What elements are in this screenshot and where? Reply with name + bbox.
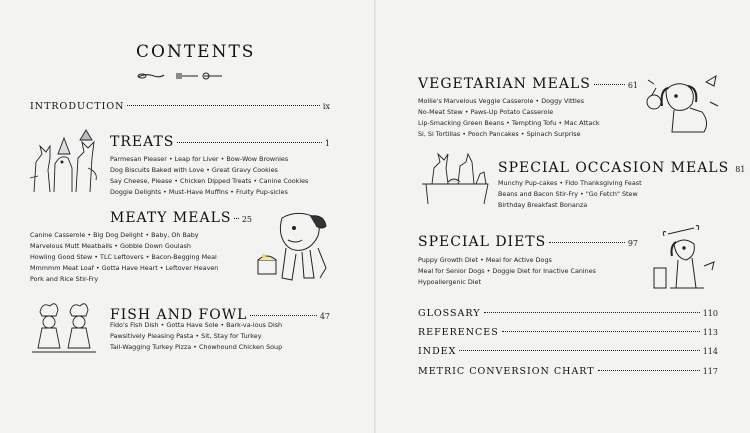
entry-title: SPECIAL OCCASION MEALS: [498, 160, 730, 176]
page-number: 61: [627, 81, 638, 90]
entry-title: METRIC CONVERSION CHART: [418, 366, 595, 377]
entry-title: GLOSSARY: [418, 308, 481, 319]
dot-leader: [459, 350, 699, 351]
recipe-list-special-diets: [418, 255, 596, 288]
recipe-line: Meal for Senior Dogs • Doggie Diet for Inactive Canines: [418, 267, 596, 276]
toc-entry-metric-conversion-chart[interactable]: [418, 366, 718, 377]
recipe-line: Hypoallergenic Diet: [418, 278, 481, 287]
dog-with-bones-illustration: [648, 222, 720, 294]
entry-title: TREATS: [110, 134, 175, 150]
entry-title: MEATY MEALS: [110, 210, 232, 226]
page-number: 81: [735, 165, 746, 174]
recipe-line: No-Meat Stew • Paws-Up Potato Casserole: [418, 108, 554, 117]
entry-title: REFERENCES: [418, 327, 499, 338]
recipe-line: Doggie Delights • Must-Have Muffins • Fruity Pup-sicles: [110, 188, 288, 197]
dog-with-vegetables-illustration: [644, 72, 722, 140]
cutlery-icon: [136, 70, 226, 82]
page-number: 114: [702, 347, 718, 356]
recipe-line: Mollie's Marvelous Veggie Casserole • Doggy Vittles: [418, 97, 585, 105]
recipe-list-vegetarian-meals: [418, 96, 600, 140]
recipe-line: Parmesan Pleaser • Leap for Liver • Bow-Wow Brownies: [110, 155, 289, 163]
recipe-list-special-occasion-meals: [498, 178, 642, 211]
toc-entry-references[interactable]: [418, 327, 718, 338]
recipe-line: Si, Si Tortillas • Pooch Pancakes • Spinach Surprise: [418, 130, 581, 139]
recipe-line: Fido's Fish Dish • Gotta Have Sole • Bark-va-lous Dish: [110, 321, 283, 329]
dot-leader: [234, 218, 238, 219]
toc-entry-vegetarian-meals[interactable]: [418, 76, 638, 92]
recipe-line: Puppy Growth Diet • Meal for Active Dogs: [418, 256, 552, 264]
page-number: 113: [702, 328, 718, 337]
toc-entry-index[interactable]: [418, 346, 718, 357]
page-number: 110: [702, 309, 718, 318]
recipe-line: Tail-Wagging Turkey Pizza • Chowhound Chicken Soup: [110, 343, 283, 352]
recipe-line: Pawsitively Pleasing Pasta • Sit, Stay for Turkey: [110, 332, 262, 341]
dot-leader: [177, 142, 322, 143]
recipe-line: Say Cheese, Please • Chicken Dipped Treats • Canine Cookies: [110, 177, 309, 186]
toc-entry-meaty-meals[interactable]: [110, 210, 252, 226]
dot-leader: [594, 84, 625, 85]
entry-title: SPECIAL DIETS: [418, 234, 547, 250]
dot-leader: [484, 312, 700, 313]
dogs-party-illustration: [28, 128, 100, 194]
dot-leader: [549, 242, 625, 243]
toc-entry-introduction[interactable]: [30, 101, 330, 112]
left-page: [0, 0, 374, 433]
toc-entry-treats[interactable]: [110, 134, 330, 150]
recipe-line: Beans and Bacon Stir-Fry • "Go Fetch" Stew: [498, 190, 638, 199]
toc-entry-special-diets[interactable]: [418, 234, 638, 250]
entry-title: FISH AND FOWL: [110, 307, 248, 323]
recipe-line: Pork and Rice Stir-Fry: [30, 275, 99, 284]
recipe-line: Canine Casserole • Big Dog Delight • Baby, Oh Baby: [30, 231, 199, 239]
recipe-line: Munchy Pup-cakes • Fido Thanksgiving Feast: [498, 179, 642, 187]
entry-title: INDEX: [418, 346, 457, 357]
recipe-list-treats: [110, 154, 308, 198]
toc-entry-glossary[interactable]: [418, 308, 718, 319]
dot-leader: [127, 105, 319, 106]
dot-leader: [502, 331, 700, 332]
recipe-line: Dog Biscuits Baked with Love • Great Gravy Cookies: [110, 166, 278, 175]
dog-with-cake-illustration: [252, 208, 332, 284]
right-page: [376, 0, 750, 433]
recipe-line: Howling Good Stew • TLC Leftovers • Bacon-Begging Meal: [30, 253, 217, 262]
page-number: 1: [324, 139, 330, 148]
recipe-list-meaty-meals: [30, 230, 218, 285]
dot-leader: [250, 315, 316, 316]
recipe-line: Lip-Smacking Green Beans • Tempting Tofu • Mac Attack: [418, 119, 600, 128]
recipe-line: Mmmmm Meat Loaf • Gotta Have Heart • Leftover Heaven: [30, 264, 219, 273]
toc-entry-special-occasion-meals[interactable]: [498, 160, 746, 176]
recipe-line: Marvelous Mutt Meatballs • Gobble Down Goulash: [30, 242, 191, 251]
page-number: 117: [702, 367, 718, 376]
page-number: 47: [319, 312, 330, 321]
entry-title: VEGETARIAN MEALS: [418, 76, 591, 92]
contents-title: CONTENTS: [136, 42, 256, 62]
page-number: 25: [241, 215, 252, 224]
entry-title: INTRODUCTION: [30, 101, 125, 112]
dot-leader: [598, 370, 700, 371]
recipe-list-fish-and-fowl: [110, 320, 282, 353]
page-number: 97: [627, 239, 638, 248]
chefs-illustration: [30, 298, 98, 358]
dogs-dinner-table-illustration: [418, 150, 492, 206]
page-number: ix: [322, 102, 330, 111]
recipe-line: Birthday Breakfast Bonanza: [498, 201, 588, 210]
